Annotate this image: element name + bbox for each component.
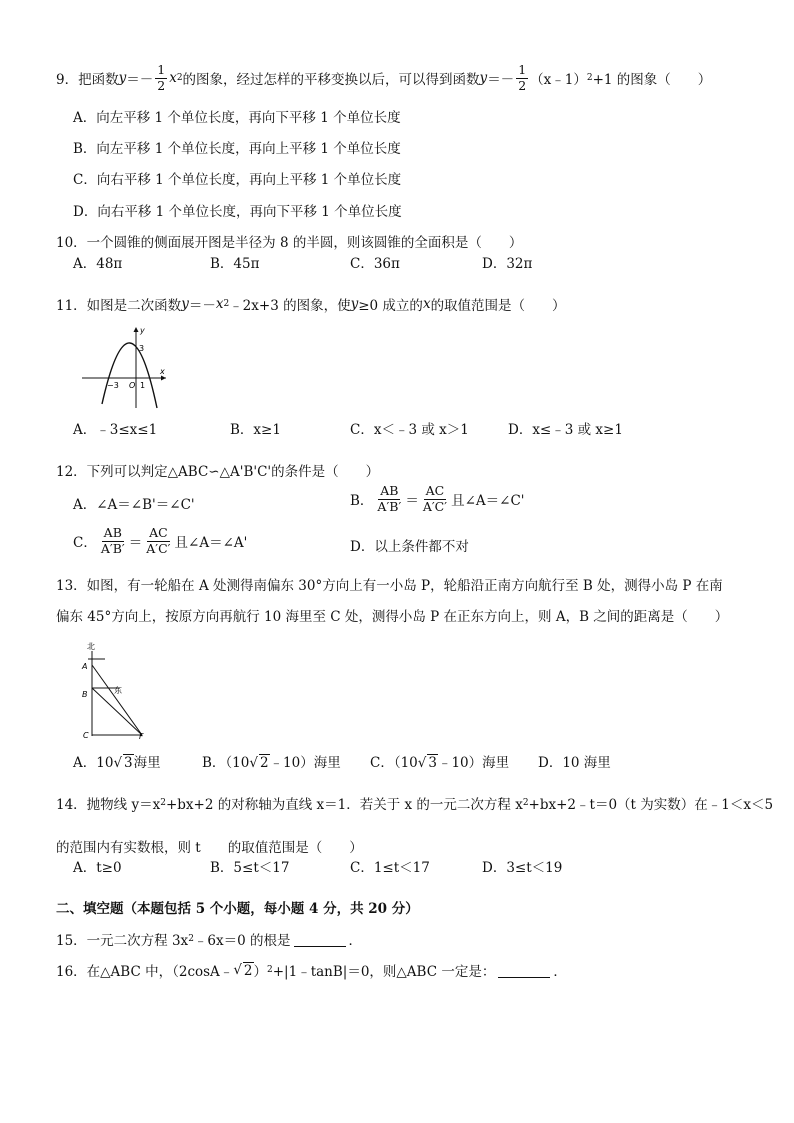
q9-option-c: C．向右平移 1 个单位长度，再向上平移 1 个单位长度 — [73, 172, 402, 188]
y-axis-label: y — [140, 326, 145, 335]
q12-option-a: A．∠A＝∠B'＝∠C' — [73, 497, 195, 513]
q9-number: 9． — [56, 72, 79, 88]
q9-option-d: D．向右平移 1 个单位长度，再向下平移 1 个单位长度 — [73, 204, 402, 220]
q9-fraction-2: $\frac{1}{2}$ — [518, 62, 527, 93]
section-2-heading: 二、填空题（本题包括 5 个小题，每小题 4 分，共 20 分） — [56, 901, 419, 917]
q15-stem: 15．一元二次方程 3x 2 ﹣6x＝0 的根是 ． — [56, 933, 363, 949]
x-axis-arrow — [161, 376, 166, 381]
q13-option-d: D．10 海里 — [538, 755, 611, 771]
q12-option-b: B． $\frac{AB}{A'B'}$ ＝ $\frac{AC}{A'C'}$ 且∠A＝∠C' — [350, 483, 525, 514]
q11-option-a: A．﹣3≤x≤1 — [73, 422, 158, 438]
af-line — [92, 665, 142, 735]
point-f-label: F — [139, 732, 144, 741]
q9-option-a: A．向左平移 1 个单位长度，再向下平移 1 个单位长度 — [73, 110, 401, 126]
q11-parabola-figure — [78, 322, 174, 410]
q15-answer-blank[interactable] — [294, 932, 346, 947]
q10-option-d: D．32π — [482, 256, 533, 272]
q9-fraction-1: $\frac{1}{2}$ — [157, 62, 166, 93]
q11-option-b: B．x≥1 — [230, 422, 281, 438]
q11-option-c: C．x＜﹣3 或 x＞1 — [350, 422, 469, 438]
q14-stem-line2: 的范围内有实数根，则 t 的取值范围是（ ） — [56, 840, 363, 856]
q16-stem: 16．在△ABC 中，（2cosA﹣ √ 2 ） 2 +|1﹣tanB|＝0，则△ABC 一定是： ． — [56, 962, 567, 980]
q16-answer-blank[interactable] — [498, 963, 550, 978]
q10-stem: 10．一个圆锥的侧面展开图是半径为 8 的半圆，则该圆锥的全面积是（ ） — [56, 235, 523, 251]
q14-option-d: D．3≤t＜19 — [482, 860, 563, 876]
q13-navigation-figure — [78, 638, 158, 744]
q10-option-b: B．45π — [210, 256, 260, 272]
q12-stem: 12．下列可以判定△ABC∽△A'B'C'的条件是（ ） — [56, 464, 380, 480]
y-intercept-label: 3 — [139, 344, 145, 353]
q13-option-c: C．（10√ 3﹣10）海里 — [370, 755, 510, 771]
q12-option-d: D．以上条件都不对 — [350, 539, 469, 555]
point-b-label: B — [82, 690, 88, 699]
q13-option-a: A．10√ 3海里 — [73, 755, 161, 771]
q13-stem-line2: 偏东 45°方向上，按原方向再航行 10 海里至 C 处，测得小岛 P 在正东方向上，则 A，B 之间的距离是（ ） — [56, 609, 729, 625]
q14-option-b: B．5≤t＜17 — [210, 860, 290, 876]
q13-stem-line1: 13．如图，有一轮船在 A 处测得南偏东 30°方向上有一小岛 P，轮船沿正南方向航行至 B 处，测得小岛 P 在南 — [56, 578, 723, 594]
point-a-label: A — [82, 662, 88, 671]
q10-option-c: C．36π — [350, 256, 400, 272]
q9-stem: 9． 把函数 y ＝－ $\frac{1}{2}$ x 2 的图象，经过怎样的平移变换以后，可以得到函数 y ＝－ $\frac{1}{2}$ （x﹣1） 2 +1 的图象（ ） — [56, 62, 712, 93]
root-label-1: 1 — [140, 381, 146, 390]
q10-option-a: A．48π — [73, 256, 123, 272]
q14-stem-line1: 14．抛物线 y＝x 2 +bx+2 的对称轴为直线 x＝1．若关于 x 的一元二次方程 x 2 +bx+2﹣t＝0（t 为实数）在﹣1＜x＜5 — [56, 797, 774, 813]
q13-option-b: B．（10√ 2﹣10）海里 — [202, 755, 341, 771]
q14-option-a: A．t≥0 — [73, 860, 122, 876]
q11-option-d: D．x≤﹣3 或 x≥1 — [508, 422, 623, 438]
origin-label: O — [129, 381, 136, 390]
bf-line — [92, 688, 142, 735]
east-label: 东 — [114, 686, 122, 695]
q9-option-b: B．向左平移 1 个单位长度，再向上平移 1 个单位长度 — [73, 141, 401, 157]
parabola-curve — [102, 343, 157, 408]
q11-stem: 11．如图是二次函数 y ＝－ x 2 ﹣2x+3 的图象，使 y ≥0 成立的 x 的取值范围是（ ） — [56, 296, 566, 314]
q12-option-c: C． $\frac{AB}{A'B'}$ ＝ $\frac{AC}{A'C'}$ 且∠A＝∠A' — [73, 525, 248, 556]
point-c-label: C — [83, 731, 89, 740]
x-axis-label: x — [160, 367, 165, 376]
y-axis-arrow — [134, 327, 139, 332]
north-label: 北 — [87, 642, 95, 651]
root-label-neg3: −3 — [107, 381, 119, 390]
q14-option-c: C．1≤t＜17 — [350, 860, 430, 876]
